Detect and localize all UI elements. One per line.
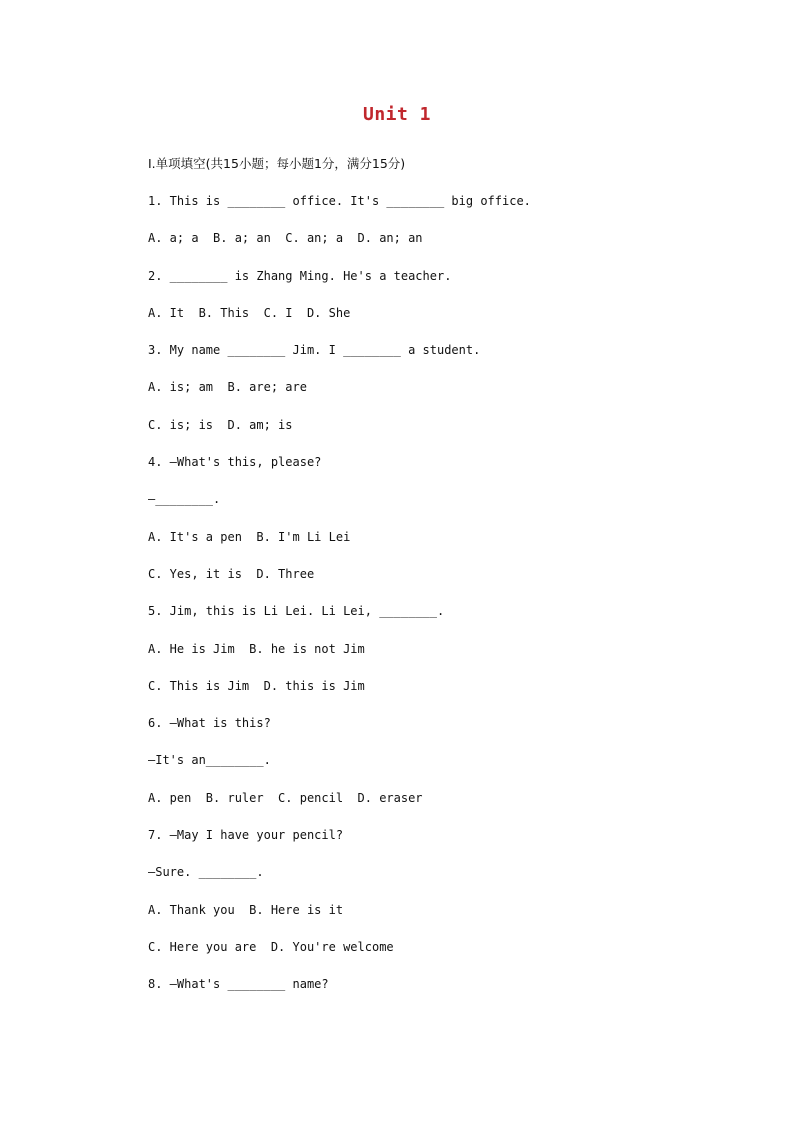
question-4-options-cd: C. Yes, it is D. Three (148, 566, 315, 581)
question-4-stem: 4. —What's this, please? (148, 455, 322, 470)
question-3-options-ab: A. is; am B. are; are (148, 380, 307, 395)
question-3-stem: 3. My name ________ Jim. I ________ a student. (148, 343, 481, 358)
page-title: Unit 1 (362, 104, 432, 125)
question-list (148, 193, 708, 1014)
question-1-stem: 1. This is ________ office. It's ________ big office. (148, 194, 531, 208)
question-4-options-ab: A. It's a pen B. I'm Li Lei (148, 529, 351, 544)
question-2-options: A. It B. This C. I D. She (148, 305, 351, 320)
question-2-stem: 2. ________ is Zhang Ming. He's a teacher. (148, 268, 452, 283)
question-1-options: A. a; a B. a; an C. an; a D. an; an (148, 231, 423, 246)
question-6-options: A. pen B. ruler C. pencil D. eraser (148, 790, 423, 805)
question-8-stem: 8. —What's ________ name? (148, 977, 329, 992)
question-4-answer-blank: —________. (148, 492, 221, 507)
question-6-stem: 6. —What is this? (148, 716, 271, 731)
question-7-answer-blank: —Sure. ________. (148, 865, 264, 880)
question-5-options-ab: A. He is Jim B. he is not Jim (148, 641, 365, 656)
question-6-answer-blank: —It's an________. (148, 753, 271, 768)
question-7-stem: 7. —May I have your pencil? (148, 828, 344, 843)
question-7-options-cd: C. Here you are D. You're welcome (148, 939, 394, 954)
question-5-options-cd: C. This is Jim D. this is Jim (148, 678, 365, 693)
section-heading: Ⅰ.单项填空(共15小题；每小题1分，满分15分) (148, 156, 406, 171)
question-7-options-ab: A. Thank you B. Here is it (148, 902, 344, 917)
question-5-stem: 5. Jim, this is Li Lei. Li Lei, ________. (148, 604, 445, 619)
question-3-options-cd: C. is; is D. am; is (148, 417, 293, 432)
